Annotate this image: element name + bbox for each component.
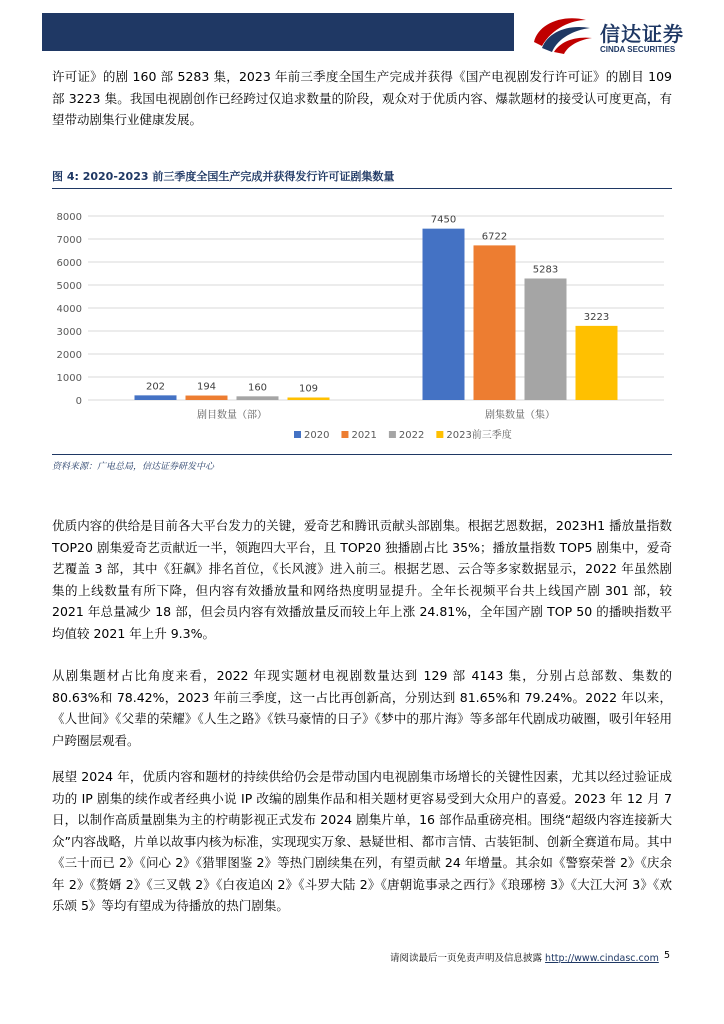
x-category-label: 剧目数量（部） (197, 410, 267, 421)
bar (474, 245, 516, 400)
legend-swatch (341, 431, 348, 438)
y-tick-label: 7000 (56, 235, 82, 246)
bar-chart (52, 195, 672, 451)
legend-label: 2020 (304, 430, 330, 441)
footer-link[interactable]: http://www.cindasc.com (545, 953, 659, 964)
cinda-logo (528, 12, 708, 60)
paragraph-4: 展望 2024 年，优质内容和题材的持续供给仍会是带动国内电视剧集市场增长的关键性因素，尤其以经过验证成功的 IP 剧集的续作或者经典小说 IP 改编的剧集作品和相关题材更容易受到大众用户的喜爱。2023 年 12 月 7 日，以制作高质量剧集为主的柠萌影视正式发布 2024 剧集片单，16 部作品重磅亮相。围绕“超级内容连接新大众”内容战略，片单以故事内核为标准，实现现实万象、悬疑世相、都市言情、古装钜制、创新全赛道布局。其中《三十而已 2》《问心 2》《猎罪图鉴 2》等热门剧续集在列，有望贡献 24 年增量。其余如《警察荣誉 2》《庆余年 2》《赘婿 2》《三叉戟 2》《白夜追凶 2》《斗罗大陆 2》《唐朝诡事录之西行》《琅琊榜 3》《大江大河 3》《欢乐颂 5》等均有望成为待播放的热门剧集。 (52, 769, 672, 913)
legend-swatch (389, 431, 396, 438)
bar (135, 395, 177, 400)
y-tick-label: 3000 (56, 327, 82, 338)
bar (288, 397, 330, 400)
paragraph-1: 许可证》的剧 160 部 5283 集，2023 年前三季度全国生产完成并获得《国产电视剧发行许可证》的剧目 109 部 3223 集。我国电视剧创作已经跨过仅追求数量的阶段，观众对于优质内容、爆款题材的接受认可度更高，有望带动剧集行业健康发展。 (52, 69, 672, 127)
figure-source: 资料来源：广电总局，信达证券研发中心 (52, 462, 215, 472)
y-tick-label: 0 (75, 396, 82, 407)
paragraph-2: 优质内容的供给是目前各大平台发力的关键，爱奇艺和腾讯贡献头部剧集。根据艺恩数据，2023H1 播放量指数 TOP20 剧集爱奇艺贡献近一半，领跑四大平台，且 TOP20 独播剧占比 35%；播放量指数 TOP5 剧集中，爱奇艺覆盖 3 部，其中《狂飙》排名首位，《长风渡》进入前三。根据艺恩、云合等多家数据显示，2022 年虽然剧集的上线数量有所下降，但内容有效播放量和网络热度明显提升。全年长视频平台共上线国产剧 301 部，较 2021 年总量减少 18 部，但会员内容有效播放量反而较上年上涨 24.81%，全年国产剧 TOP 50 的播映指数平均值较 2021 年上升 9.3%。 (52, 518, 672, 641)
legend-swatch (294, 431, 301, 438)
bar (525, 278, 567, 400)
legend-label: 2022 (398, 430, 425, 441)
paragraph-3: 从剧集题材占比角度来看，2022 年现实题材电视剧数量达到 129 部 4143 集，分别占总部数、集数的 80.63%和 78.42%，2023 年前三季度，这一占比再创新高，分别达到 81.65%和 79.24%。2022 年以来，《人世间》《父辈的荣耀》《人生之路》《铁马豪情的日子》《梦中的那片海》等多部年代剧成功破圈，吸引年轻用户跨圈层观看。 (52, 668, 672, 748)
bar-value-label: 202 (145, 381, 166, 393)
logo-en-text: CINDA SECURITIES (600, 45, 676, 54)
legend-label: 2021 (351, 430, 377, 441)
y-tick-label: 5000 (56, 281, 82, 292)
y-tick-label: 4000 (56, 304, 82, 315)
figure-top-rule (52, 188, 672, 189)
bar (576, 326, 618, 400)
page-number: 5 (664, 950, 671, 961)
legend-swatch (436, 431, 443, 438)
bar-value-label: 3223 (583, 311, 610, 323)
bar-value-label: 7450 (430, 214, 457, 226)
bar (237, 396, 279, 400)
figure-title: 图 4: 2020-2023 前三季度全国生产完成并获得发行许可证剧集数量 (52, 170, 395, 183)
y-tick-label: 8000 (56, 212, 82, 223)
bar-value-label: 5283 (532, 264, 559, 276)
header-bar (42, 13, 514, 51)
footer-note-text: 请阅读最后一页免责声明及信息披露 (390, 953, 543, 964)
y-tick-label: 2000 (56, 350, 82, 361)
y-tick-label: 6000 (56, 258, 82, 269)
bar-value-label: 6722 (481, 231, 508, 243)
bar-value-label: 109 (298, 383, 319, 395)
bar-value-label: 194 (196, 381, 217, 393)
bar (186, 396, 228, 400)
y-tick-label: 1000 (56, 373, 82, 384)
bar-value-label: 160 (247, 382, 268, 394)
logo-cn-text: 信达证券 (600, 22, 684, 46)
footer-disclaimer (390, 950, 659, 964)
cinda-logo-mark-icon (528, 12, 594, 56)
legend-label: 2023前三季度 (446, 430, 512, 441)
figure-bottom-rule (52, 454, 672, 455)
bar (423, 229, 465, 400)
x-category-label: 剧集数量（集） (485, 410, 555, 421)
